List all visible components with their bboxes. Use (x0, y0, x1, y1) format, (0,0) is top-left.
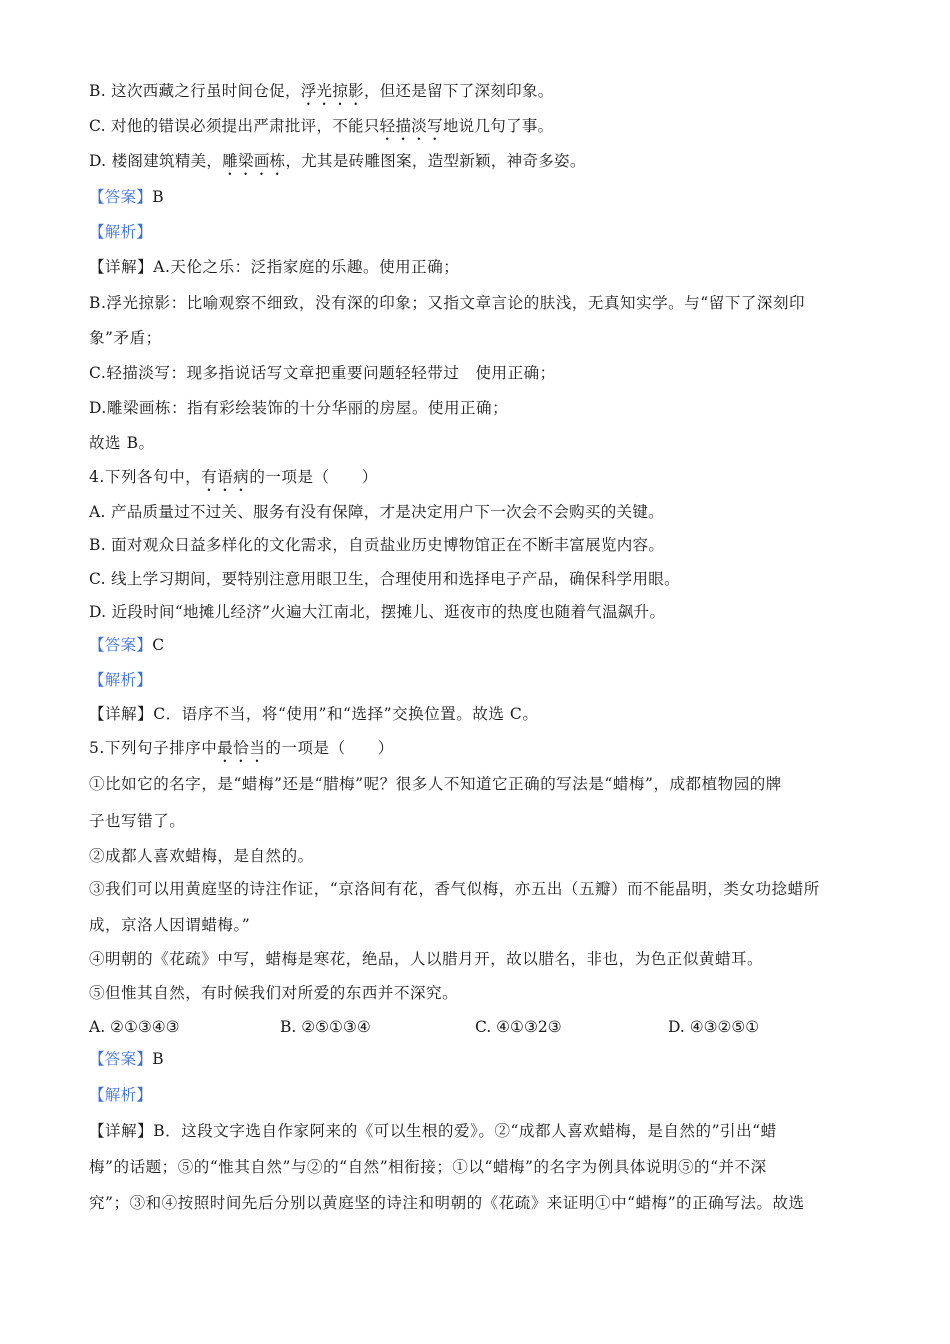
answer-tag: 【答案】 (89, 636, 153, 654)
q5-sentence-1-cont: 子也写错了。 (89, 812, 186, 830)
detail-text: A.天伦之乐：泛指家庭的乐趣。使用正确； (153, 258, 460, 276)
q3-analysis (89, 221, 152, 243)
answer-tag: 【答案】 (89, 188, 153, 206)
q5-sentence-4: ④明朝的《花疏》中写，蜡梅是寒花，绝品，人以腊月开，故以腊名，非也，为色正似黄蜡耳。 (89, 950, 764, 968)
q4-option-b: B. 面对观众日益多样化的文化需求，自贡盐业历史博物馆正在不断丰富展览内容。 (89, 536, 665, 554)
q4-option-c: C. 线上学习期间，要特别注意用眼卫生，合理使用和选择电子产品，确保科学用眼。 (89, 570, 680, 588)
detail-text: C．语序不当，将“使用”和“选择”交换位置。故选 C。 (153, 705, 539, 723)
answer-tag: 【答案】 (89, 1050, 153, 1068)
option-text: ，尤其是砖雕图案，造型新颖，神奇多姿。 (285, 152, 586, 170)
q5-sentence-3-cont: 成，京洛人因谓蜡梅。” (89, 916, 251, 934)
q4-stem (89, 466, 378, 495)
q3-detail-line: D.雕梁画栋：指有彩绘装饰的十分华丽的房屋。使用正确； (89, 399, 509, 417)
q4-option-d: D. 近段时间“地摊儿经济”火遍大江南北，摆摊儿、逛夜市的热度也随着气温飙升。 (89, 603, 666, 621)
answer-value: C (152, 636, 165, 654)
detail-text: B．这段文字选自作家阿来的《可以生根的爱》。②“成都人喜欢蜡梅，是自然的”引出“蜡 (153, 1122, 777, 1140)
q3-detail-line (89, 256, 459, 278)
q3-detail-line: C.轻描淡写：现多指说话写文章把重要问题轻轻带过 使用正确； (89, 364, 556, 382)
option-text: D. 楼阁建筑精美， (89, 152, 223, 170)
q4-answer (89, 634, 164, 656)
emphasized-phrase: 有语病 (201, 468, 250, 486)
q5-sentence-3: ③我们可以用黄庭坚的诗注作证，“京洛间有花，香气似梅，亦五出（五瓣）而不能晶明，类女功捻蜡所 (89, 880, 820, 898)
analysis-tag: 【解析】 (89, 1086, 153, 1104)
q3-detail-line: 故选 B。 (89, 434, 155, 452)
q5-detail-line: 究”；③和④按照时间先后分别以黄庭坚的诗注和明朝的《花疏》来证明①中“蜡梅”的正确写法。故选 (89, 1194, 805, 1212)
stem-text: 4.下列各句中， (89, 468, 202, 486)
q5-sentence-5: ⑤但惟其自然，有时候我们对所爱的东西并不深究。 (89, 984, 459, 1002)
q5-option-d: D. ④③②⑤① (668, 1018, 760, 1036)
option-text: B. 这次西藏之行虽时间仓促， (89, 82, 301, 100)
detail-tag: 【详解】 (89, 705, 154, 723)
analysis-tag: 【解析】 (89, 671, 153, 689)
detail-tag: 【详解】 (89, 1122, 154, 1140)
q5-answer (89, 1048, 164, 1070)
emphasized-phrase: 浮光掠影 (300, 82, 364, 100)
emphasized-phrase: 轻描淡写 (379, 117, 443, 135)
analysis-tag: 【解析】 (89, 223, 153, 241)
emphasized-phrase: 最恰当 (217, 739, 266, 757)
stem-text: 的一项是（ ） (265, 739, 394, 757)
q5-detail-line: 梅”的话题；⑤的“惟其自然”与②的“自然”相衔接；①以“蜡梅”的名字为例具体说明⑤的“并不深 (89, 1158, 767, 1176)
q3-option-d (89, 150, 586, 179)
q3-answer (89, 186, 164, 208)
q4-analysis (89, 669, 152, 691)
q4-detail (89, 703, 538, 725)
q5-option-a: A. ②①③④③ (89, 1018, 180, 1036)
option-text: ，但还是留下了深刻印象。 (363, 82, 554, 100)
q3-option-c (89, 115, 553, 144)
q3-detail-line: 象”矛盾； (89, 329, 162, 347)
q5-option-b: B. ②⑤①③④ (280, 1018, 371, 1036)
option-text: 地说几句了事。 (442, 117, 554, 135)
emphasized-phrase: 雕梁画栋 (222, 152, 286, 170)
option-text: C. 对他的错误必须提出严肃批评，不能只 (89, 117, 380, 135)
q5-analysis (89, 1084, 152, 1106)
q3-detail-line: B.浮光掠影：比喻观察不细致，没有深的印象；又指文章言论的肤浅，无真知实学。与“留下了深刻印 (89, 294, 806, 312)
stem-text: 5.下列句子排序中 (89, 739, 218, 757)
answer-value: B (152, 1050, 164, 1068)
detail-tag: 【详解】 (89, 258, 154, 276)
answer-value: B (152, 188, 164, 206)
q5-detail-line (89, 1120, 777, 1142)
q3-option-b (89, 80, 554, 109)
q5-sentence-1: ①比如它的名字，是“蜡梅”还是“腊梅”呢？很多人不知道它正确的写法是“蜡梅”，成都植物园的牌 (89, 775, 782, 793)
q5-option-c: C. ④①③2③ (475, 1018, 562, 1036)
stem-text: 的一项是（ ） (249, 468, 378, 486)
q5-sentence-2: ②成都人喜欢蜡梅，是自然的。 (89, 847, 314, 865)
q4-option-a: A. 产品质量过不过关、服务有没有保障，才是决定用户下一次会不会购买的关键。 (89, 503, 664, 521)
q5-stem (89, 737, 394, 766)
